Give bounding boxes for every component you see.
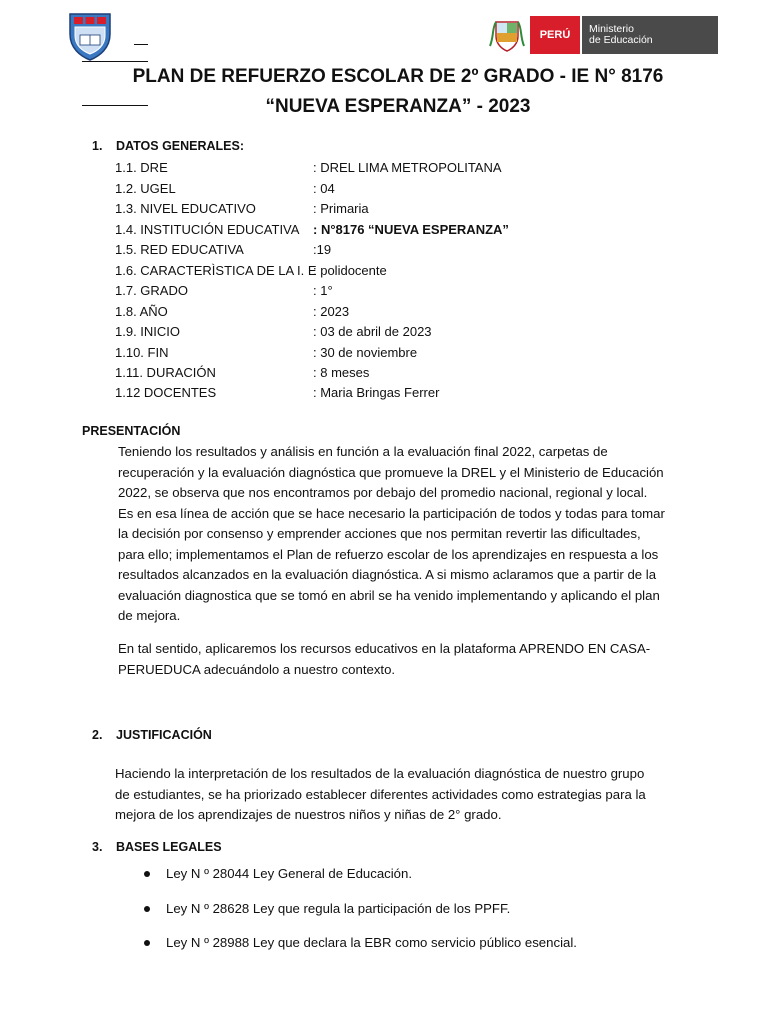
section-heading-bases-legales: 3. BASES LEGALES [92,840,222,854]
presentacion-paragraph-2: En tal sentido, aplicaremos los recursos educativos en la plataforma APRENDO EN CASA- PERUEDUCA adecuándolo a nuestro contexto. [118,641,651,677]
school-crest-icon [68,12,112,62]
bullet-icon [144,940,150,946]
section-heading-datos-generales: 1. DATOS GENERALES: [92,139,245,153]
presentacion-paragraph-1: Teniendo los resultados y análisis en función a la evaluación final 2022, carpetas de recuperación y la evaluación diagnóstica que promueve la DREL y el Ministerio de Educación 2022, se observa que nos encontramos por debajo del promedio nacional, regional y local. Es en esa línea de acción que se hace necesario la participación de todos y todas para tomar la decisión por consenso y emprender acciones que nos permitan revertir las dificultades, para ello; implementamos el Plan de refuerzo escolar de los aprendizajes en respuesta a los resultados alcanzados en la evaluación diagnóstica. A si mismo aclaramos que a partir de la evaluación diagnostica que se tomó en abril se ha venido implementando y aplicando el plan de mejora. [118,444,665,623]
bullet-icon [144,906,150,912]
ministry-logo-line2: de Educación [589,34,653,46]
peru-coat-of-arms-icon [484,16,530,54]
ministry-logo [484,16,718,54]
section-heading-justificacion: 2. JUSTIFICACIÓN [92,728,212,742]
ministry-logo-line1: Ministerio [589,23,634,35]
document-page: PERÚ Ministerio de Educación PLAN DE REFUERZO ESCOLAR DE 2º GRADO - IE N° 8176 “NUEVA ESPERANZA” - 2023 1. DATOS GENERALES: 1.1. DRE : DREL LIMA METROPOLITANA 1.2. UGEL : 04 1.3. NIVEL EDUCATIVO : Primaria 1.4. INSTITUCIÓN EDUCATIVA : N°8176 “NUEVA ESPERANZA” 1.5. RED EDUCATIVA :19 1.6. CARACTERÌSTICA DE LA I. E : polidocente 1.7. GRADO : 1° 1.8. AÑO : 2023 1.9. INICIO : 03 de abril de 2023 1.10. FIN : 30 de noviembre 1.11. DURACIÓN : 8 meses 1.12 DOCENTES : Maria Bringas Ferrer PRESENTACIÓN Teniendo los resultados y análisis en función a la evaluación final 2022, carpetas de recuperación y la evaluación diagnóstica que promueve la DREL y el Ministerio de Educación 2022, se observa que nos encontramos por debajo del promedio nacional, regional y local. Es en esa línea de acción que se hace necesario la participación de todos y todas para tomar la decisión por consenso y emprender acciones que nos permitan revertir las dificultades, para ello; implementamos el Plan de refuerzo escolar de los aprendizajes en respuesta a los resultados alcanzados en la evaluación diagnóstica. A si mismo aclaramos que a partir de la evaluación diagnostica que se tomó en abril se ha venido implementando y aplicando el plan de mejora. En tal sentido, aplicaremos los recursos educativos en la plataforma APRENDO EN CASA- PERUEDUCA adecuándolo a nuestro contexto. 2. JUSTIFICACIÓN Haciendo la interpretación de los resultados de la evaluación diagnóstica de nuestro grupo de estudiantes, se ha priorizado establecer diferentes actividades como estrategias para la mejora de los aprendizajes de nuestros niños y niñas de 2° grado. 3. BASES LEGALES Ley N º 28044 Ley General de Educación. Ley N º 28628 Ley que regula la participación de los PPFF. Ley N º 28988 Ley que declara la EBR como servicio público esencial. [0,0,768,1024]
bullet-icon [144,871,150,877]
section-heading-presentacion: PRESENTACIÓN [82,424,181,438]
document-title: PLAN DE REFUERZO ESCOLAR DE 2º GRADO - IE N° 8176 [132,66,664,87]
header-rule [82,61,148,62]
ministry-logo-country: PERÚ [530,16,580,54]
justificacion-paragraph: Haciendo la interpretación de los resultados de la evaluación diagnóstica de nuestro grupo de estudiantes, se ha priorizado establecer diferentes actividades como estrategias para la mejora de los aprendizajes de nuestros niños y niñas de 2° grado. [115,766,646,822]
ministry-logo-name [582,16,718,54]
header-rule [134,44,148,45]
document-subtitle: “NUEVA ESPERANZA” - 2023 [265,96,531,117]
